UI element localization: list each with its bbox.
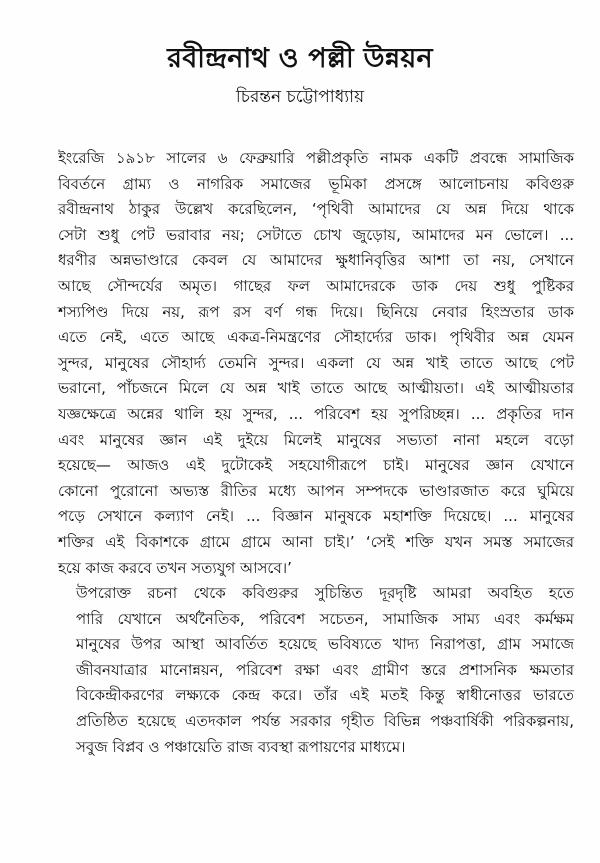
text-line: বিকেন্দ্রীকরণের লক্ষ্যকে কেন্দ্র করে। তাঁর এই মতই কিন্তু স্বাধীনোত্তর ভারতে xyxy=(76,686,574,705)
text-line: আছে সৌন্দর্যের অমৃত। গাছের ফল আমাদেরকে ডাক দেয় শুধু পুষ্টিকর xyxy=(58,276,574,295)
text-line: এতে নেই, এতে আছে একত্র-নিমন্ত্রণের সৌহার্দ্যের ডাক। পৃথিবীর অন্ন যেমন xyxy=(58,328,574,347)
text-line: সুন্দর, মানুষের সৌহার্দ্য তেমনি সুন্দর। একলা যে অন্ন খাই তাতে আছে পেট xyxy=(58,353,574,372)
text-line: ইংরেজি ১৯১৮ সালের ৬ ফেব্রুয়ারি পল্লীপ্রকৃতি নামক একটি প্রবন্ধে সামাজিক xyxy=(58,149,574,167)
text-line: রবীন্দ্রনাথ ঠাকুর উল্লেখ করেছিলেন, ‘পৃথিবী আমাদের যে অন্ন দিয়ে থাকে xyxy=(58,200,574,219)
paragraph-2 xyxy=(58,581,574,760)
text-line: মানুষের উপর আস্থা আবর্তিত হয়েছে ভবিষ্যতে খাদ্য নিরাপত্তা, গ্রাম সমাজে xyxy=(76,635,574,654)
text-line: এবং মানুষের জ্ঞান এই দুইয়ে মিলেই মানুষের সভ্যতা নানা মহলে বড়ো xyxy=(58,430,574,449)
text-line: সবুজ বিপ্লব ও পঞ্চায়েতি রাজ ব্যবস্থা রূপায়ণের মাধ্যমে। xyxy=(76,737,406,756)
text-line: কোনো পুরোনো অভ্যস্ত রীতির মধ্যে আপন সম্পদকে ভাণ্ডারজাত করে ঘুমিয়ে xyxy=(58,481,574,500)
article-body xyxy=(58,146,574,760)
article-author: চিরন্তন চট্টোপাধ্যায় xyxy=(235,87,365,107)
text-line: যজ্ঞক্ষেত্রে অন্নের থালি হয় সুন্দর, ... পরিবেশ হয় সুপরিচ্ছন্ন। ... প্রকৃতির দান xyxy=(58,404,574,423)
text-line: সেটা শুধু পেট ভরাবার নয়; সেটাতে চোখ জুড়োয়, আমাদের মন ভোলে। ... xyxy=(58,225,574,244)
text-line: প্রতিষ্ঠিত হয়েছে এতদকাল পর্যন্ত সরকার গৃহীত বিভিন্ন পঞ্চবার্ষিকী পরিকল্পনায়, xyxy=(76,712,574,731)
text-line: জীবনযাত্রার মানোন্নয়ন, পরিবেশ রক্ষা এবং গ্রামীণ স্তরে প্রশাসনিক ক্ষমতার xyxy=(76,660,574,679)
text-line: ভরানো, পাঁচজনে মিলে যে অন্ন খাই তাতে আছে আত্মীয়তা। এই আত্মীয়তার xyxy=(58,379,574,398)
paragraph-1 xyxy=(58,146,574,581)
text-line: হয়ে কাজ করবে তখন সত্যযুগ আসবে।’ xyxy=(58,558,292,577)
text-line: পারি যেখানে অর্থনৈতিক, পরিবেশ সচেতন, সামাজিক সাম্য এবং কর্মক্ষম xyxy=(76,609,574,628)
article-title: রবীন্দ্রনাথ ও পল্লী উন্নয়ন xyxy=(167,43,433,74)
text-line: উপরোক্ত রচনা থেকে কবিগুরুর সুচিন্তিত দূরদৃষ্টি আমরা অবহিত হতে xyxy=(76,584,574,603)
text-line: শক্তির এই বিকাশকে গ্রামে গ্রামে আনা চাই।’ ‘সেই শক্তি যখন সমস্ত সমাজের xyxy=(58,532,574,551)
text-line: হয়েছে— আজও এই দুটোকেই সহযোগীরূপে চাই। মানুষের জ্ঞান যেখানে xyxy=(58,456,574,475)
text-line: বিবর্তনে গ্রাম্য ও নাগরিক সমাজের ভূমিকা প্রসঙ্গে আলোচনায় কবিগুরু xyxy=(58,174,574,193)
text-line: পড়ে সেখানে কল্যাণ নেই। ... বিজ্ঞান মানুষকে মহাশক্তি দিয়েছে। ... মানুষের xyxy=(58,507,574,526)
text-line: ধরণীর অন্নভাণ্ডারে কেবল যে আমাদের ক্ষুধানিবৃত্তির আশা তা নয়, সেখানে xyxy=(58,251,574,270)
text-line: শস্যপিণ্ড দিয়ে নয়, রূপ রস বর্ণ গন্ধ দিয়ে। ছিনিয়ে নেবার হিংস্রতার ডাক xyxy=(58,302,574,321)
